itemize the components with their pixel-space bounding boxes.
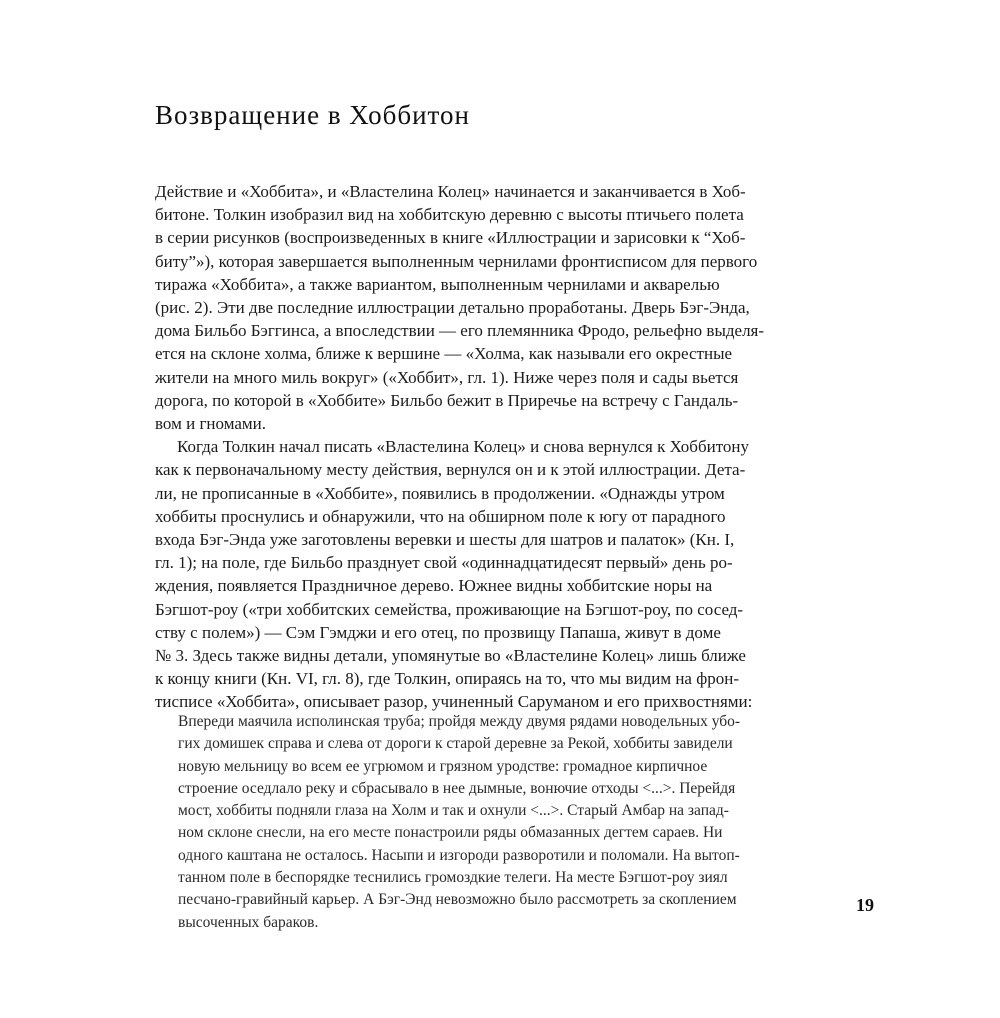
quote-line: строение оседлало реку и сбрасывало в нее дымные, вонючие отходы <...>. Перейдя xyxy=(178,779,736,797)
text-line: хоббиты проснулись и обнаружили, что на обширном поле к югу от парадного xyxy=(155,506,726,526)
text-line: (рис. 2). Эти две последние иллюстрации детально проработаны. Дверь Бэг-Энда, xyxy=(155,298,750,318)
block-quote xyxy=(178,711,838,934)
text-line: к концу книги (Кн. VI, гл. 8), где Толкин, опираясь на то, что мы видим на фрон- xyxy=(155,669,739,689)
paragraph-1 xyxy=(155,180,845,435)
text-line: битоне. Толкин изобразил вид на хоббитскую деревню с высоты птичьего полета xyxy=(155,205,744,225)
page-number: 19 xyxy=(856,895,874,915)
text-line: ли, не прописанные в «Хоббите», появились в продолжении. «Однажды утром xyxy=(155,483,725,503)
text-line: тиража «Хоббита», а также вариантом, выполненным чернилами и акварелью xyxy=(155,274,720,294)
text-line: дорога, по которой в «Хоббите» Бильбо бежит в Приречье на встречу с Гандаль- xyxy=(155,390,739,410)
text-line: входа Бэг-Энда уже заготовлены веревки и шесты для шатров и палаток» (Кн. I, xyxy=(155,530,735,550)
text-line: дома Бильбо Бэггинса, а впоследствии — его племянника Фродо, рельефно выделя- xyxy=(155,321,765,341)
text-line: как к первоначальному месту действия, вернулся он и к этой иллюстрации. Дета- xyxy=(155,460,746,480)
text-line: Действие и «Хоббита», и «Властелина Колец» начинается и заканчивается в Хоб- xyxy=(155,182,746,201)
text-line: Бэгшот-роу («три хоббитских семейства, проживающие на Бэгшот-роу, по сосед- xyxy=(155,599,744,619)
quote-line: мост, хоббиты подняли глаза на Холм и так и охнули <...>. Старый Амбар на запад- xyxy=(178,802,729,820)
text-line: в серии рисунков (воспроизведенных в книге «Иллюстрации и зарисовки к “Хоб- xyxy=(155,228,746,248)
text-line: ется на склоне холма, ближе к вершине — «Холма, как называли его окрестные xyxy=(155,344,733,364)
quote-line: гих домишек справа и слева от дороги к старой деревне за Рекой, хоббиты завидели xyxy=(178,735,733,753)
quote-line: танном поле в беспорядке теснились громоздкие телеги. На месте Бэгшот-роу зиял xyxy=(178,869,728,887)
text-line: вом и гномами. xyxy=(155,414,266,434)
text-line: ству с полем») — Сэм Гэмджи и его отец, по прозвищу Папаша, живут в доме xyxy=(155,622,721,642)
text-line: Когда Толкин начал писать «Властелина Колец» и снова вернулся к Хоббитону xyxy=(177,437,749,457)
text-line: биту”»), которая завершается выполненным чернилами фронтисписом для первого xyxy=(155,251,758,271)
quote-line: Впереди маячила исполинская труба; пройдя между двумя рядами новодельных убо- xyxy=(178,713,741,730)
paragraph-2 xyxy=(155,435,845,713)
text-line: № 3. Здесь также видны детали, упомянутые во «Властелине Колец» лишь ближе xyxy=(155,646,746,666)
quote-line: новую мельницу во всем ее угрюмом и грязном уродстве: громадное кирпичное xyxy=(178,757,708,775)
text-line: ждения, появляется Праздничное дерево. Южнее видны хоббитские норы на xyxy=(155,576,713,596)
text-line: жители на много миль вокруг» («Хоббит», гл. 1). Ниже через поля и сады вьется xyxy=(155,367,739,387)
quote-line: песчано-гравийный карьер. А Бэг-Энд невозможно было рассмотреть за скоплением xyxy=(178,891,737,909)
quote-line: одного каштана не осталось. Насыпи и изгороди разворотили и поломали. На вытоп- xyxy=(178,846,740,864)
quote-line: ном склоне снесли, на его месте понастроили ряды обмазанных дегтем сараев. Ни xyxy=(178,824,723,842)
text-line: гл. 1); на поле, где Бильбо празднует свой «одиннадцатидесят первый» день ро- xyxy=(155,553,733,573)
page-title: Возвращение в Хоббитон xyxy=(155,100,470,130)
quote-line: высоченных бараков. xyxy=(178,913,319,931)
main-text xyxy=(155,180,845,714)
text-line: тисписе «Хоббита», описывает разор, учиненный Саруманом и его прихвостнями: xyxy=(155,692,753,712)
